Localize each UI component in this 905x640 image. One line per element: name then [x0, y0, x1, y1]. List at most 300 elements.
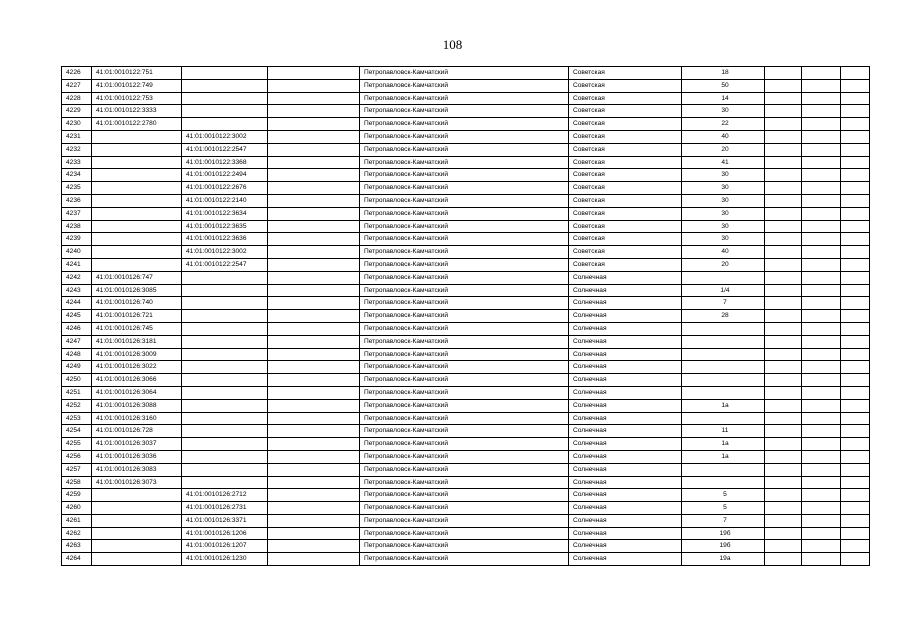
- city-cell: Петропавловск-Камчатский: [360, 105, 569, 118]
- extra-cell-3: [841, 220, 870, 233]
- extra-cell-3: [841, 514, 870, 527]
- street-cell: Советская: [569, 207, 682, 220]
- extra-cell-2: [802, 374, 841, 387]
- street-cell: Солнечная: [569, 361, 682, 374]
- extra-cell-3: [841, 246, 870, 259]
- table-row: [62, 348, 870, 361]
- cadastral-number-cell: 41:01:0010122:751: [92, 67, 182, 80]
- empty-cell: [268, 297, 360, 310]
- extra-cell-1: [765, 79, 802, 92]
- extra-cell-2: [802, 169, 841, 182]
- empty-cell: [268, 540, 360, 553]
- city-cell: Петропавловск-Камчатский: [360, 476, 569, 489]
- row-number-cell: 4228: [62, 92, 92, 105]
- extra-cell-3: [841, 79, 870, 92]
- street-cell: Солнечная: [569, 489, 682, 502]
- row-number-cell: 4230: [62, 118, 92, 131]
- empty-cell: [268, 258, 360, 271]
- house-number-cell: 20: [682, 143, 765, 156]
- cadastral-number-cell: [92, 156, 182, 169]
- extra-cell-1: [765, 67, 802, 80]
- cadastral-number-2-cell: [182, 79, 268, 92]
- cadastral-number-cell: [92, 169, 182, 182]
- row-number-cell: 4244: [62, 297, 92, 310]
- house-number-cell: 5: [682, 502, 765, 515]
- row-number-cell: 4242: [62, 271, 92, 284]
- extra-cell-3: [841, 425, 870, 438]
- cadastral-number-2-cell: 41:01:0010122:2676: [182, 182, 268, 195]
- cadastral-number-cell: 41:01:0010126:3085: [92, 284, 182, 297]
- city-cell: Петропавловск-Камчатский: [360, 348, 569, 361]
- house-number-cell: [682, 335, 765, 348]
- extra-cell-2: [802, 284, 841, 297]
- cadastral-number-2-cell: 41:01:0010126:1230: [182, 553, 268, 566]
- house-number-cell: 1а: [682, 450, 765, 463]
- empty-cell: [268, 335, 360, 348]
- empty-cell: [268, 105, 360, 118]
- row-number-cell: 4238: [62, 220, 92, 233]
- table-row: [62, 399, 870, 412]
- table-row: [62, 553, 870, 566]
- cadastral-number-2-cell: 41:01:0010122:3634: [182, 207, 268, 220]
- empty-cell: [268, 220, 360, 233]
- city-cell: Петропавловск-Камчатский: [360, 220, 569, 233]
- table-row: [62, 284, 870, 297]
- house-number-cell: 7: [682, 297, 765, 310]
- extra-cell-3: [841, 540, 870, 553]
- house-number-cell: 11: [682, 425, 765, 438]
- cadastral-number-2-cell: 41:01:0010126:2731: [182, 502, 268, 515]
- cadastral-number-2-cell: 41:01:0010122:2547: [182, 143, 268, 156]
- house-number-cell: 1/4: [682, 284, 765, 297]
- extra-cell-1: [765, 450, 802, 463]
- table-row: [62, 194, 870, 207]
- cadastral-number-cell: [92, 553, 182, 566]
- row-number-cell: 4254: [62, 425, 92, 438]
- street-cell: Солнечная: [569, 540, 682, 553]
- empty-cell: [268, 310, 360, 323]
- extra-cell-1: [765, 514, 802, 527]
- cadastral-number-cell: [92, 514, 182, 527]
- cadastral-number-2-cell: 41:01:0010122:2140: [182, 194, 268, 207]
- table-row: [62, 118, 870, 131]
- row-number-cell: 4227: [62, 79, 92, 92]
- street-cell: Советская: [569, 67, 682, 80]
- house-number-cell: 30: [682, 105, 765, 118]
- cadastral-number-cell: 41:01:0010126:3083: [92, 463, 182, 476]
- extra-cell-1: [765, 348, 802, 361]
- extra-cell-1: [765, 233, 802, 246]
- house-number-cell: 50: [682, 79, 765, 92]
- extra-cell-1: [765, 463, 802, 476]
- table-row: [62, 502, 870, 515]
- extra-cell-2: [802, 386, 841, 399]
- street-cell: Солнечная: [569, 425, 682, 438]
- city-cell: Петропавловск-Камчатский: [360, 284, 569, 297]
- cadastral-number-2-cell: [182, 399, 268, 412]
- city-cell: Петропавловск-Камчатский: [360, 297, 569, 310]
- city-cell: Петропавловск-Камчатский: [360, 143, 569, 156]
- extra-cell-1: [765, 297, 802, 310]
- street-cell: Солнечная: [569, 374, 682, 387]
- extra-cell-1: [765, 207, 802, 220]
- city-cell: Петропавловск-Камчатский: [360, 130, 569, 143]
- cadastral-number-2-cell: 41:01:0010122:3002: [182, 130, 268, 143]
- row-number-cell: 4248: [62, 348, 92, 361]
- empty-cell: [268, 374, 360, 387]
- street-cell: Солнечная: [569, 310, 682, 323]
- house-number-cell: [682, 374, 765, 387]
- street-cell: Советская: [569, 220, 682, 233]
- table-row: [62, 412, 870, 425]
- house-number-cell: 1а: [682, 438, 765, 451]
- row-number-cell: 4256: [62, 450, 92, 463]
- cadastral-number-2-cell: [182, 412, 268, 425]
- cadastral-number-cell: [92, 489, 182, 502]
- extra-cell-3: [841, 450, 870, 463]
- cadastral-number-2-cell: 41:01:0010122:3635: [182, 220, 268, 233]
- house-number-cell: 30: [682, 169, 765, 182]
- extra-cell-1: [765, 258, 802, 271]
- table-row: [62, 540, 870, 553]
- extra-cell-2: [802, 143, 841, 156]
- house-number-cell: 30: [682, 182, 765, 195]
- cadastral-number-2-cell: 41:01:0010126:1207: [182, 540, 268, 553]
- street-cell: Солнечная: [569, 386, 682, 399]
- city-cell: Петропавловск-Камчатский: [360, 450, 569, 463]
- empty-cell: [268, 386, 360, 399]
- cadastral-number-cell: 41:01:0010126:740: [92, 297, 182, 310]
- cadastral-number-cell: [92, 246, 182, 259]
- city-cell: Петропавловск-Камчатский: [360, 194, 569, 207]
- empty-cell: [268, 118, 360, 131]
- row-number-cell: 4253: [62, 412, 92, 425]
- page-number: 108: [442, 37, 463, 52]
- cadastral-number-cell: 41:01:0010126:3160: [92, 412, 182, 425]
- street-cell: Солнечная: [569, 335, 682, 348]
- extra-cell-1: [765, 271, 802, 284]
- city-cell: Петропавловск-Камчатский: [360, 514, 569, 527]
- extra-cell-2: [802, 540, 841, 553]
- empty-cell: [268, 67, 360, 80]
- extra-cell-3: [841, 169, 870, 182]
- cadastral-number-2-cell: [182, 386, 268, 399]
- empty-cell: [268, 182, 360, 195]
- row-number-cell: 4262: [62, 527, 92, 540]
- cadastral-number-2-cell: [182, 322, 268, 335]
- table-row: [62, 169, 870, 182]
- cadastral-number-cell: 41:01:0010126:3073: [92, 476, 182, 489]
- city-cell: Петропавловск-Камчатский: [360, 502, 569, 515]
- city-cell: Петропавловск-Камчатский: [360, 553, 569, 566]
- cadastral-number-cell: [92, 258, 182, 271]
- city-cell: Петропавловск-Камчатский: [360, 271, 569, 284]
- cadastral-number-cell: 41:01:0010126:3036: [92, 450, 182, 463]
- cadastral-number-2-cell: [182, 67, 268, 80]
- row-number-cell: 4259: [62, 489, 92, 502]
- city-cell: Петропавловск-Камчатский: [360, 156, 569, 169]
- empty-cell: [268, 514, 360, 527]
- empty-cell: [268, 169, 360, 182]
- house-number-cell: [682, 412, 765, 425]
- extra-cell-2: [802, 348, 841, 361]
- street-cell: Советская: [569, 169, 682, 182]
- table-row: [62, 310, 870, 323]
- extra-cell-3: [841, 322, 870, 335]
- empty-cell: [268, 476, 360, 489]
- city-cell: Петропавловск-Камчатский: [360, 310, 569, 323]
- city-cell: Петропавловск-Камчатский: [360, 425, 569, 438]
- empty-cell: [268, 361, 360, 374]
- cadastral-number-2-cell: [182, 92, 268, 105]
- cadastral-number-cell: [92, 130, 182, 143]
- extra-cell-2: [802, 297, 841, 310]
- extra-cell-3: [841, 271, 870, 284]
- street-cell: Советская: [569, 92, 682, 105]
- house-number-cell: 30: [682, 220, 765, 233]
- row-number-cell: 4226: [62, 67, 92, 80]
- cadastral-number-2-cell: [182, 105, 268, 118]
- extra-cell-3: [841, 412, 870, 425]
- extra-cell-1: [765, 156, 802, 169]
- row-number-cell: 4237: [62, 207, 92, 220]
- extra-cell-2: [802, 322, 841, 335]
- extra-cell-2: [802, 450, 841, 463]
- extra-cell-1: [765, 335, 802, 348]
- extra-cell-1: [765, 194, 802, 207]
- cadastral-number-cell: [92, 194, 182, 207]
- empty-cell: [268, 450, 360, 463]
- row-number-cell: 4263: [62, 540, 92, 553]
- empty-cell: [268, 502, 360, 515]
- street-cell: Солнечная: [569, 463, 682, 476]
- city-cell: Петропавловск-Камчатский: [360, 182, 569, 195]
- table-row: [62, 92, 870, 105]
- house-number-cell: 28: [682, 310, 765, 323]
- house-number-cell: 30: [682, 207, 765, 220]
- extra-cell-3: [841, 143, 870, 156]
- extra-cell-3: [841, 233, 870, 246]
- street-cell: Советская: [569, 105, 682, 118]
- house-number-cell: 30: [682, 194, 765, 207]
- extra-cell-1: [765, 284, 802, 297]
- house-number-cell: 40: [682, 130, 765, 143]
- extra-cell-3: [841, 207, 870, 220]
- street-cell: Солнечная: [569, 271, 682, 284]
- city-cell: Петропавловск-Камчатский: [360, 258, 569, 271]
- row-number-cell: 4241: [62, 258, 92, 271]
- extra-cell-2: [802, 194, 841, 207]
- city-cell: Петропавловск-Камчатский: [360, 118, 569, 131]
- house-number-cell: 20: [682, 258, 765, 271]
- house-number-cell: 40: [682, 246, 765, 259]
- cadastral-number-cell: 41:01:0010122:753: [92, 92, 182, 105]
- extra-cell-3: [841, 156, 870, 169]
- street-cell: Советская: [569, 194, 682, 207]
- extra-cell-1: [765, 386, 802, 399]
- street-cell: Солнечная: [569, 284, 682, 297]
- house-number-cell: [682, 476, 765, 489]
- cadastral-number-cell: 41:01:0010126:3064: [92, 386, 182, 399]
- cadastral-number-2-cell: [182, 476, 268, 489]
- house-number-cell: [682, 322, 765, 335]
- cadastral-number-2-cell: [182, 463, 268, 476]
- extra-cell-3: [841, 438, 870, 451]
- row-number-cell: 4229: [62, 105, 92, 118]
- table-row: [62, 233, 870, 246]
- house-number-cell: [682, 271, 765, 284]
- street-cell: Солнечная: [569, 502, 682, 515]
- table-row: [62, 450, 870, 463]
- city-cell: Петропавловск-Камчатский: [360, 322, 569, 335]
- city-cell: Петропавловск-Камчатский: [360, 540, 569, 553]
- extra-cell-2: [802, 425, 841, 438]
- cadastral-number-cell: 41:01:0010126:3066: [92, 374, 182, 387]
- empty-cell: [268, 284, 360, 297]
- table-row: [62, 182, 870, 195]
- city-cell: Петропавловск-Камчатский: [360, 527, 569, 540]
- empty-cell: [268, 412, 360, 425]
- row-number-cell: 4249: [62, 361, 92, 374]
- extra-cell-3: [841, 92, 870, 105]
- city-cell: Петропавловск-Камчатский: [360, 207, 569, 220]
- table-row: [62, 374, 870, 387]
- extra-cell-1: [765, 361, 802, 374]
- extra-cell-1: [765, 412, 802, 425]
- empty-cell: [268, 233, 360, 246]
- cadastral-number-cell: 41:01:0010126:3088: [92, 399, 182, 412]
- empty-cell: [268, 271, 360, 284]
- cadastral-number-cell: [92, 182, 182, 195]
- cadastral-number-2-cell: 41:01:0010126:1206: [182, 527, 268, 540]
- extra-cell-2: [802, 489, 841, 502]
- house-number-cell: 22: [682, 118, 765, 131]
- extra-cell-2: [802, 399, 841, 412]
- extra-cell-1: [765, 118, 802, 131]
- extra-cell-2: [802, 476, 841, 489]
- street-cell: Советская: [569, 143, 682, 156]
- city-cell: Петропавловск-Камчатский: [360, 79, 569, 92]
- cadastral-number-2-cell: [182, 118, 268, 131]
- empty-cell: [268, 130, 360, 143]
- house-number-cell: 19б: [682, 540, 765, 553]
- cadastral-number-cell: 41:01:0010126:3009: [92, 348, 182, 361]
- extra-cell-3: [841, 105, 870, 118]
- house-number-cell: 7: [682, 514, 765, 527]
- cadastral-number-cell: 41:01:0010122:749: [92, 79, 182, 92]
- extra-cell-3: [841, 502, 870, 515]
- house-number-cell: [682, 348, 765, 361]
- row-number-cell: 4261: [62, 514, 92, 527]
- street-cell: Советская: [569, 246, 682, 259]
- extra-cell-2: [802, 130, 841, 143]
- cadastral-number-2-cell: [182, 374, 268, 387]
- cadastral-number-2-cell: 41:01:0010122:3636: [182, 233, 268, 246]
- table-row: [62, 156, 870, 169]
- extra-cell-1: [765, 553, 802, 566]
- house-number-cell: 5: [682, 489, 765, 502]
- table-row: [62, 207, 870, 220]
- row-number-cell: 4264: [62, 553, 92, 566]
- register-table: [61, 66, 870, 566]
- row-number-cell: 4250: [62, 374, 92, 387]
- empty-cell: [268, 425, 360, 438]
- street-cell: Советская: [569, 182, 682, 195]
- street-cell: Советская: [569, 258, 682, 271]
- extra-cell-2: [802, 310, 841, 323]
- extra-cell-1: [765, 182, 802, 195]
- row-number-cell: 4246: [62, 322, 92, 335]
- street-cell: Советская: [569, 130, 682, 143]
- cadastral-number-2-cell: 41:01:0010122:3002: [182, 246, 268, 259]
- cadastral-number-2-cell: [182, 425, 268, 438]
- cadastral-number-cell: [92, 233, 182, 246]
- table-row: [62, 514, 870, 527]
- street-cell: Солнечная: [569, 412, 682, 425]
- empty-cell: [268, 527, 360, 540]
- cadastral-number-2-cell: [182, 438, 268, 451]
- table-row: [62, 476, 870, 489]
- row-number-cell: 4257: [62, 463, 92, 476]
- house-number-cell: 19а: [682, 553, 765, 566]
- extra-cell-3: [841, 194, 870, 207]
- cadastral-number-2-cell: 41:01:0010126:3371: [182, 514, 268, 527]
- extra-cell-3: [841, 310, 870, 323]
- empty-cell: [268, 246, 360, 259]
- extra-cell-3: [841, 130, 870, 143]
- extra-cell-3: [841, 527, 870, 540]
- extra-cell-1: [765, 92, 802, 105]
- table-row: [62, 130, 870, 143]
- extra-cell-1: [765, 169, 802, 182]
- city-cell: Петропавловск-Камчатский: [360, 361, 569, 374]
- row-number-cell: 4233: [62, 156, 92, 169]
- table-row: [62, 463, 870, 476]
- extra-cell-2: [802, 271, 841, 284]
- table-row: [62, 425, 870, 438]
- street-cell: Солнечная: [569, 514, 682, 527]
- empty-cell: [268, 489, 360, 502]
- city-cell: Петропавловск-Камчатский: [360, 233, 569, 246]
- city-cell: Петропавловск-Камчатский: [360, 92, 569, 105]
- cadastral-number-cell: 41:01:0010126:3037: [92, 438, 182, 451]
- extra-cell-3: [841, 463, 870, 476]
- street-cell: Солнечная: [569, 322, 682, 335]
- empty-cell: [268, 207, 360, 220]
- cadastral-number-cell: 41:01:0010126:745: [92, 322, 182, 335]
- street-cell: Солнечная: [569, 348, 682, 361]
- extra-cell-1: [765, 374, 802, 387]
- house-number-cell: [682, 361, 765, 374]
- row-number-cell: 4243: [62, 284, 92, 297]
- street-cell: Советская: [569, 118, 682, 131]
- extra-cell-3: [841, 553, 870, 566]
- row-number-cell: 4245: [62, 310, 92, 323]
- extra-cell-3: [841, 489, 870, 502]
- extra-cell-3: [841, 361, 870, 374]
- row-number-cell: 4236: [62, 194, 92, 207]
- empty-cell: [268, 553, 360, 566]
- extra-cell-1: [765, 105, 802, 118]
- cadastral-number-2-cell: [182, 450, 268, 463]
- table-row: [62, 322, 870, 335]
- row-number-cell: 4240: [62, 246, 92, 259]
- extra-cell-2: [802, 246, 841, 259]
- cadastral-number-2-cell: [182, 361, 268, 374]
- street-cell: Солнечная: [569, 450, 682, 463]
- extra-cell-3: [841, 335, 870, 348]
- row-number-cell: 4260: [62, 502, 92, 515]
